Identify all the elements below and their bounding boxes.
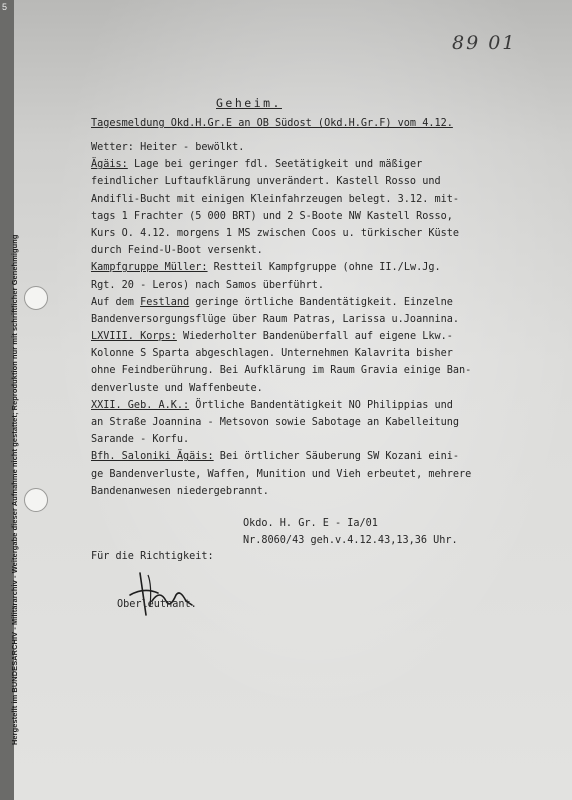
corner-mark: 5 xyxy=(2,2,8,12)
report-line: Auf dem Festland geringe örtliche Bandentätigkeit. Einzelne xyxy=(91,296,453,308)
report-line: ohne Feindberührung. Bei Aufklärung im Raum Gravia einige Ban- xyxy=(91,365,472,377)
punch-hole-top xyxy=(24,286,48,310)
report-line: LXVIII. Korps: Wiederholter Bandenüberfall auf eigene Lkw.- xyxy=(91,331,453,343)
report-line: denverluste und Waffenbeute. xyxy=(91,382,263,394)
report-line: Bfh. Saloniki Ägäis: Bei örtlicher Säuberung SW Kozani eini- xyxy=(91,451,460,463)
report-line: XXII. Geb. A.K.: Örtliche Bandentätigkeit NO Philippias und xyxy=(91,399,453,411)
report-line: an Straße Joannina - Metsovon sowie Sabotage an Kabelleitung xyxy=(91,417,460,428)
signatory-rank: Oberleutnant. xyxy=(117,599,197,610)
report-line: Bandenversorgungsflüge über Raum Patras, Larissa u.Joannina. xyxy=(91,313,460,325)
report-line: ge Bandenverluste, Waffen, Munition und Vieh erbeutet, mehrere xyxy=(91,468,472,480)
report-line: Wetter: Heiter - bewölkt. xyxy=(91,142,245,153)
sender-reference: Nr.8060/43 geh.v.4.12.43,13,36 Uhr. xyxy=(243,535,458,547)
report-body xyxy=(91,139,531,500)
report-line: Kolonne S Sparta abgeschlagen. Unternehmen Kalavrita bisher xyxy=(91,348,453,360)
section-label: LXVIII. Korps: xyxy=(91,331,177,343)
sender-unit: Okdo. H. Gr. E - Ia/01 xyxy=(243,518,378,529)
section-label: Ägäis: xyxy=(91,159,128,171)
report-line: Bandenanwesen niedergebrannt. xyxy=(91,485,269,497)
report-line: tags 1 Frachter (5 000 BRT) und 2 S-Boote NW Kastell Rosso, xyxy=(91,210,453,222)
report-line: Sarande - Korfu. xyxy=(91,434,190,446)
report-line: durch Feind-U-Boot versenkt. xyxy=(91,245,263,257)
report-line: Rgt. 20 - Leros) nach Samos überführt. xyxy=(91,279,325,291)
section-label: Kampfgruppe Müller: xyxy=(91,262,208,274)
report-line: Kampfgruppe Müller: Restteil Kampfgruppe (ohne II./Lw.Jg. xyxy=(91,262,441,274)
punch-hole-bottom xyxy=(24,488,48,512)
section-label: Bfh. Saloniki Ägäis: xyxy=(91,451,214,463)
report-line: feindlicher Luftaufklärung unverändert. Kastell Rosso und xyxy=(91,176,441,188)
report-line: Andifli-Bucht mit einigen Kleinfahrzeugen belegt. 3.12. mit- xyxy=(91,193,460,205)
handwritten-signature xyxy=(100,565,210,625)
archive-stamp: Hergestellt im BUNDESARCHIV - Militärarchiv - Weitergabe dieser Aufnahme nicht gestattet; Reproduktion nur mit schriftlicher Genehmigung xyxy=(10,234,19,745)
sender-block xyxy=(243,515,458,549)
section-label: Festland xyxy=(140,296,190,308)
folio-number: 89 01 xyxy=(452,32,517,54)
section-label: XXII. Geb. A.K.: xyxy=(91,399,190,411)
certification-line: Für die Richtigkeit: xyxy=(91,551,214,562)
document-title: Geheim. xyxy=(216,96,282,110)
document-heading: Tagesmeldung Okd.H.Gr.E an OB Südost (Okd.H.Gr.F) vom 4.12. xyxy=(91,118,453,129)
report-line: Kurs O. 4.12. morgens 1 MS zwischen Coos u. türkischer Küste xyxy=(91,227,460,239)
report-line: Ägäis: Lage bei geringer fdl. Seetätigkeit und mäßiger xyxy=(91,159,423,171)
